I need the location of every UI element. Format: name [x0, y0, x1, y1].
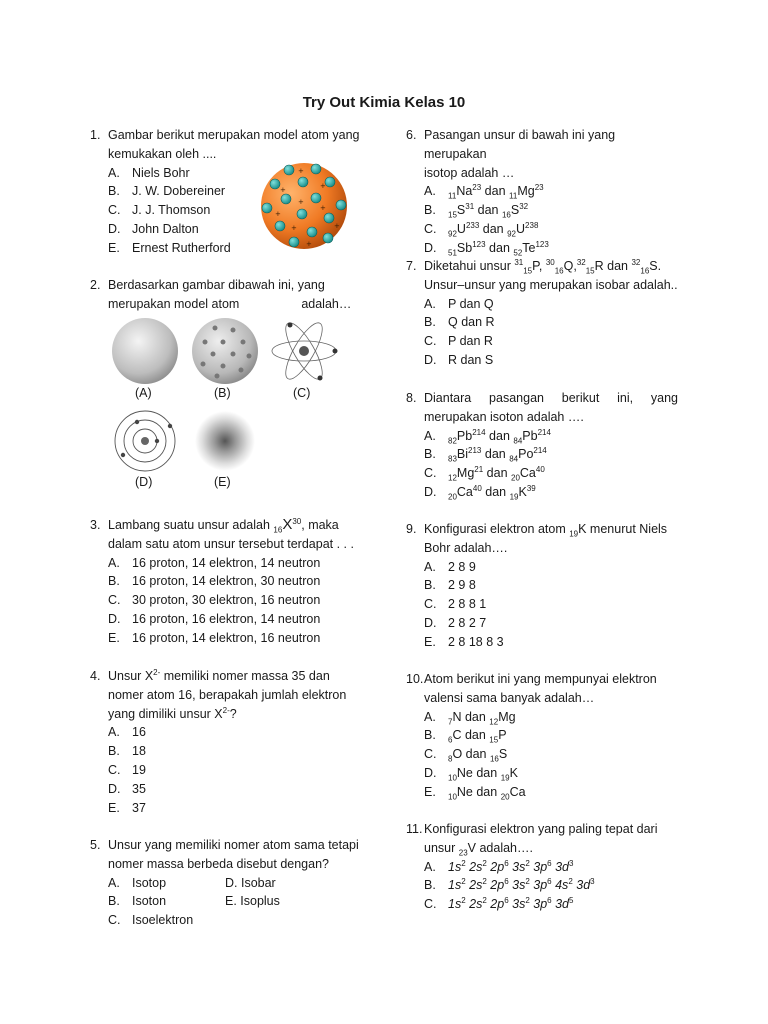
option-letter: C. — [424, 466, 437, 481]
answer-option[interactable] — [424, 633, 678, 652]
answer-option[interactable] — [424, 895, 678, 914]
option-letter: E. — [108, 630, 120, 645]
answer-option[interactable] — [424, 332, 678, 351]
answer-option[interactable] — [424, 445, 678, 464]
option-letter: B. — [424, 447, 436, 462]
answer-option[interactable] — [108, 874, 362, 893]
option-text: 35 — [132, 781, 146, 796]
option-letter: A. — [424, 296, 436, 311]
figure-label-b: (B) — [214, 386, 231, 400]
options-list — [108, 874, 362, 930]
question-number: 11. — [406, 822, 423, 836]
option-letter: A. — [424, 559, 436, 574]
svg-text:+: + — [291, 224, 297, 232]
svg-text:+: + — [275, 210, 281, 218]
atom-model-picture — [258, 160, 350, 252]
option-text: 16 proton, 16 elektron, 14 neutron — [132, 611, 321, 626]
option-letter: A. — [424, 709, 436, 724]
option-text: P dan Q — [448, 296, 494, 311]
model-a-figure — [109, 316, 181, 386]
question-9 — [406, 520, 678, 652]
option-letter: D. — [424, 765, 437, 780]
model-e-figure — [189, 406, 261, 476]
options-list — [424, 558, 678, 652]
question-text: Pasangan unsur di bawah ini yang merupakan isotop adalah … — [424, 128, 616, 180]
option-letter: D. — [424, 240, 437, 255]
option-letter: B. — [424, 203, 436, 218]
option-text: Isotop — [132, 875, 167, 890]
question-4 — [90, 667, 362, 817]
question-text: Unsur yang memiliki nomer atom sama tetapi nomer massa berbeda disebut dengan? — [108, 838, 359, 871]
answer-option[interactable] — [424, 876, 678, 895]
options-list — [108, 554, 362, 648]
option-text: Niels Bohr — [132, 165, 190, 180]
question-5 — [90, 836, 362, 930]
answer-option[interactable] — [424, 708, 678, 727]
question-text: Unsur $X^{2-}$ memiliki nomer massa 35 dan nomer atom 16, berapakah jumlah elektron yang dimiliki unsur $X^{2-}$? — [108, 667, 347, 721]
svg-text:+: + — [280, 186, 286, 194]
option-text: $_{10}$Ne dan $_{19}$K — [448, 765, 518, 783]
answer-option[interactable] — [108, 572, 362, 591]
option-text: $1s^2$ $2s^2$ $2p^6$ $3s^2$ $3p^6$ $4s^2$ $3d^3$ — [448, 877, 595, 893]
answer-option[interactable] — [108, 911, 362, 930]
answer-option[interactable] — [424, 726, 678, 745]
model-b-figure — [189, 316, 261, 386]
answer-option[interactable] — [108, 761, 362, 780]
option-letter: A. — [108, 725, 120, 740]
question-text: Gambar berikut merupakan model atom yang kemukakan oleh .... — [108, 128, 360, 161]
option-text-secondary[interactable]: D. Isobar — [225, 875, 276, 890]
answer-option[interactable] — [424, 295, 678, 314]
option-text: 30 proton, 30 elektron, 16 neutron — [132, 593, 321, 608]
option-text: Isoelektron — [132, 913, 194, 928]
question-text: Konfigurasi elektron yang paling tepat dari unsur $_{23}$V adalah…. — [424, 822, 658, 858]
option-letter: B. — [108, 744, 120, 759]
figure-label-c: (C) — [293, 386, 311, 400]
answer-option[interactable] — [424, 313, 678, 332]
answer-option[interactable] — [108, 629, 362, 648]
option-text: 16 proton, 14 elektron, 16 neutron — [132, 630, 321, 645]
option-letter: E. — [108, 800, 120, 815]
option-text: J. J. Thomson — [132, 203, 211, 218]
option-text: $_7$N dan $_{12}$Mg — [448, 709, 516, 727]
option-text: 16 — [132, 725, 146, 740]
question-text: Lambang suatu unsur adalah $_{16}X^{30}$, maka dalam satu atom unsur tersebut terdapat . . . — [108, 516, 354, 551]
answer-option[interactable] — [424, 483, 678, 502]
option-letter: D. — [108, 781, 121, 796]
option-letter: C. — [424, 221, 437, 236]
option-text: 2 8 8 1 — [448, 597, 487, 612]
question-7 — [406, 257, 678, 370]
answer-option[interactable] — [424, 595, 678, 614]
option-text: $_{82}Pb^{214}$ dan $_{84}Pb^{214}$ — [448, 427, 551, 446]
option-text: 2 8 2 7 — [448, 615, 487, 630]
model-d-figure — [109, 406, 181, 476]
option-letter: A. — [108, 165, 120, 180]
answer-option[interactable] — [108, 780, 362, 799]
option-letter: C. — [108, 913, 121, 928]
option-letter: A. — [424, 428, 436, 443]
options-list — [424, 708, 678, 802]
option-letter: D. — [108, 611, 121, 626]
option-text: 16 proton, 14 elektron, 14 neutron — [132, 555, 321, 570]
option-text: $_{51}Sb^{123}$ dan $_{52}Te^{123}$ — [448, 239, 549, 258]
option-text: 18 — [132, 744, 146, 759]
option-letter: C. — [108, 593, 121, 608]
option-letter: D. — [424, 484, 437, 499]
question-number: 5. — [90, 838, 101, 852]
svg-text:+: + — [320, 182, 326, 190]
question-number: 4. — [90, 669, 101, 683]
option-text: $_{15}S^{31}$ dan $_{16}S^{32}$ — [448, 202, 529, 220]
question-10 — [406, 670, 678, 802]
question-text: Atom berikut ini yang mempunyai elektron valensi sama banyak adalah… — [424, 672, 657, 705]
option-letter: C. — [424, 897, 437, 912]
figure-label-e: (E) — [214, 475, 231, 489]
option-text: 2 8 18 8 3 — [448, 634, 504, 649]
option-letter: B. — [108, 894, 120, 909]
option-text: $_8$O dan $_{16}$S — [448, 747, 508, 764]
option-text: $_{11}Na^{23}$ dan $_{11}Mg^{23}$ — [448, 183, 544, 201]
svg-text:+: + — [320, 204, 326, 212]
answer-option[interactable] — [424, 576, 678, 595]
question-11 — [406, 820, 678, 914]
answer-option[interactable] — [424, 764, 678, 783]
option-letter: C. — [108, 762, 121, 777]
options-list — [108, 723, 362, 817]
answer-option[interactable] — [108, 591, 362, 610]
option-letter: B. — [424, 578, 436, 593]
option-text: $_{20}Ca^{40}$ dan $_{19}K^{39}$ — [448, 483, 536, 502]
answer-option[interactable] — [424, 464, 678, 483]
option-text: $_{83}Bi^{213}$ dan $_{84}Po^{214}$ — [448, 446, 547, 464]
question-3 — [90, 516, 362, 648]
svg-text:+: + — [298, 198, 304, 206]
option-text: 37 — [132, 800, 146, 815]
answer-option[interactable] — [108, 610, 362, 629]
option-letter: E. — [108, 240, 120, 255]
option-text: Isoton — [132, 894, 167, 909]
option-text: 16 proton, 14 elektron, 30 neutron — [132, 574, 321, 589]
question-number: 2. — [90, 278, 101, 292]
answer-option[interactable] — [424, 858, 678, 877]
option-letter: D. — [108, 221, 121, 236]
question-text: Diantara pasangan berikut ini, yang — [424, 391, 678, 405]
svg-text:+: + — [334, 222, 340, 230]
option-letter: A. — [424, 184, 436, 199]
answer-option[interactable] — [424, 783, 678, 802]
option-letter: E. — [424, 784, 436, 799]
option-text: 19 — [132, 762, 146, 777]
question-number: 6. — [406, 128, 417, 142]
answer-option[interactable] — [424, 558, 678, 577]
answer-option[interactable] — [424, 614, 678, 633]
option-text: $1s^2$ $2s^2$ $2p^6$ $3s^2$ $3p^6$ $3d^5$ — [448, 896, 574, 912]
options-list — [424, 182, 678, 257]
page-title: Try Out Kimia Kelas 10 — [302, 94, 466, 111]
question-number: 8. — [406, 391, 417, 405]
option-letter: D. — [424, 352, 437, 367]
option-letter: B. — [424, 315, 436, 330]
question-text: Konfigurasi elektron atom $_{19}$K menurut Niels Bohr adalah…. — [424, 522, 668, 555]
option-text: $_{92}U^{233}$ dan $_{92}U^{238}$ — [448, 220, 539, 239]
option-letter: B. — [424, 728, 436, 743]
option-letter: A. — [108, 555, 120, 570]
answer-option[interactable] — [424, 745, 678, 764]
option-letter: B. — [108, 184, 120, 199]
option-text: John Dalton — [132, 221, 199, 236]
options-list — [424, 427, 678, 502]
figure-label-a: (A) — [135, 386, 152, 400]
option-letter: B. — [424, 878, 436, 893]
option-text: P dan R — [448, 334, 493, 349]
answer-option[interactable] — [424, 239, 678, 258]
option-letter: E. — [424, 634, 436, 649]
option-letter: C. — [108, 203, 121, 218]
option-letter: B. — [108, 574, 120, 589]
question-number: 9. — [406, 522, 417, 536]
option-letter: C. — [424, 334, 437, 349]
answer-option[interactable] — [424, 427, 678, 446]
svg-text:+: + — [298, 167, 304, 175]
option-letter: A. — [424, 859, 436, 874]
question-6 — [406, 126, 678, 258]
option-text: $_{12}Mg^{21}$ dan $_{20}Ca^{40}$ — [448, 465, 545, 483]
answer-option[interactable] — [108, 723, 362, 742]
answer-option[interactable] — [108, 892, 362, 911]
option-text-secondary[interactable]: E. Isoplus — [225, 894, 280, 909]
question-text: Berdasarkan gambar dibawah ini, yang merupakan model atom adalah… — [108, 278, 352, 311]
question-number: 3. — [90, 518, 101, 532]
answer-option[interactable] — [424, 351, 678, 370]
answer-option[interactable] — [424, 182, 678, 201]
option-text: Ernest Rutherford — [132, 240, 231, 255]
figure-label-d: (D) — [135, 475, 153, 489]
option-text: J. W. Dobereiner — [132, 184, 226, 199]
question-number: 1. — [90, 128, 101, 142]
option-letter: D. — [424, 615, 437, 630]
answer-option[interactable] — [108, 554, 362, 573]
answer-option[interactable] — [424, 201, 678, 220]
option-text: $1s^2$ $2s^2$ $2p^6$ $3s^2$ $3p^6$ $3d^3$ — [448, 858, 574, 874]
question-2 — [90, 276, 362, 314]
option-text: $_6$C dan $_{15}$P — [448, 728, 507, 745]
model-c-figure — [268, 316, 340, 386]
option-letter: A. — [108, 875, 120, 890]
option-letter: C. — [424, 597, 437, 612]
option-text: Q dan R — [448, 315, 495, 330]
question-8: 8. Diantara pasangan berikut ini, yang merupakan isoton adalah …. A. $_{82}Pb^{214}$ dan $_{84}Pb^{214}$ B. $_{83}Bi^{213}$ dan $_{84}Po^{214}$ C. $_{12}Mg^{21}$ dan $_{20}Ca^{40}$ D. $_{20}Ca^{40}$ dan $_{19}K^{39}$ — [406, 391, 678, 502]
question-number: 7. — [406, 259, 417, 273]
answer-option[interactable] — [108, 799, 362, 818]
options-list — [424, 858, 678, 914]
answer-option[interactable] — [108, 742, 362, 761]
question-text: Diketahui unsur $^{31}_{15}$P, $^{30}_{16}$Q,$^{32}_{15}$R dan $^{32}_{16}$S. Unsur–unsur yang merupakan isobar adalah.. — [424, 257, 678, 292]
answer-option[interactable] — [424, 220, 678, 239]
option-text: R dan S — [448, 352, 494, 367]
svg-text:+: + — [306, 240, 312, 248]
option-text: 2 8 9 — [448, 559, 476, 574]
option-text: 2 9 8 — [448, 578, 476, 593]
options-list — [424, 295, 678, 370]
option-letter: C. — [424, 747, 437, 762]
option-text: $_{10}$Ne dan $_{20}$Ca — [448, 784, 526, 802]
question-number: 10. — [406, 672, 424, 686]
